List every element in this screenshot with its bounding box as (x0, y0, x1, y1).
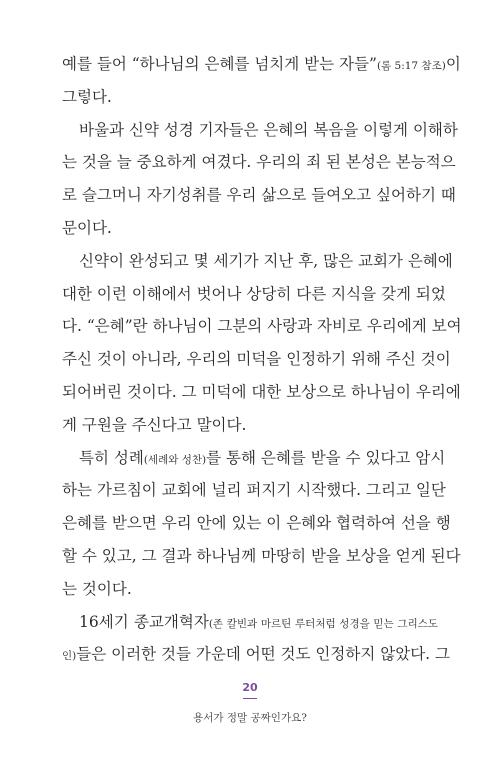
text-line: 하는 가르침이 교회에 널리 퍼지기 시작했다. 그리고 일단 (62, 481, 446, 500)
page-number-rule (243, 698, 257, 699)
text-line: 인)들은 이러한 것들 가운데 어떤 것도 인정하지 않았다. 그 (62, 645, 451, 664)
text-line: 문이다. (62, 218, 112, 237)
text-line: 게 구원을 주신다고 말이다. (62, 415, 247, 434)
text-line: 할 수 있고, 그 결과 하나님께 마땅히 받을 보상을 얻게 된다 (62, 546, 461, 565)
body-text (62, 48, 462, 671)
text-line: 주신 것이 아니라, 우리의 미덕을 인정하기 위해 주신 것이 (62, 350, 451, 369)
page-number: 20 (242, 681, 258, 694)
text-line: 대한 이런 이해에서 벗어나 상당히 다른 지식을 갖게 되었 (62, 284, 446, 303)
text-line: 바울과 신약 성경 기자들은 은혜의 복음을 이렇게 이해하 (79, 120, 458, 139)
text-line: 그렇다. (62, 87, 112, 106)
text-line: 는 것이다. (62, 579, 132, 598)
text-line: 는 것을 늘 중요하게 여겼다. 우리의 죄 된 본성은 본능적으 (62, 153, 456, 172)
text-line: 은혜를 받으면 우리 안에 있는 이 은혜와 협력하여 선을 행 (62, 514, 451, 533)
text-line: 다. “은혜”란 하나님이 그분의 사랑과 자비로 우리에게 보여 (62, 317, 462, 336)
text-line: 되어버린 것이다. 그 미덕에 대한 보상으로 하나님이 우리에 (62, 382, 461, 401)
text-line: 특히 성례(세례와 성찬)를 통해 은혜를 받을 수 있다고 암시 (79, 448, 446, 467)
book-title: 용서가 정말 공짜인가요? (193, 712, 307, 724)
text-line: 신약이 완성되고 몇 세기가 지난 후, 많은 교회가 은혜에 (79, 251, 453, 270)
text-line: 로 슬그머니 자기성취를 우리 삶으로 들여오고 싶어하기 때 (62, 186, 456, 205)
text-line: 16세기 종교개혁자(존 칼빈과 마르틴 루터처럼 성경을 믿는 그리스도 (79, 612, 438, 631)
text-line: 예를 들어 “하나님의 은혜를 넘치게 받는 자들”(롬 5:17 참조)이 (62, 55, 461, 73)
